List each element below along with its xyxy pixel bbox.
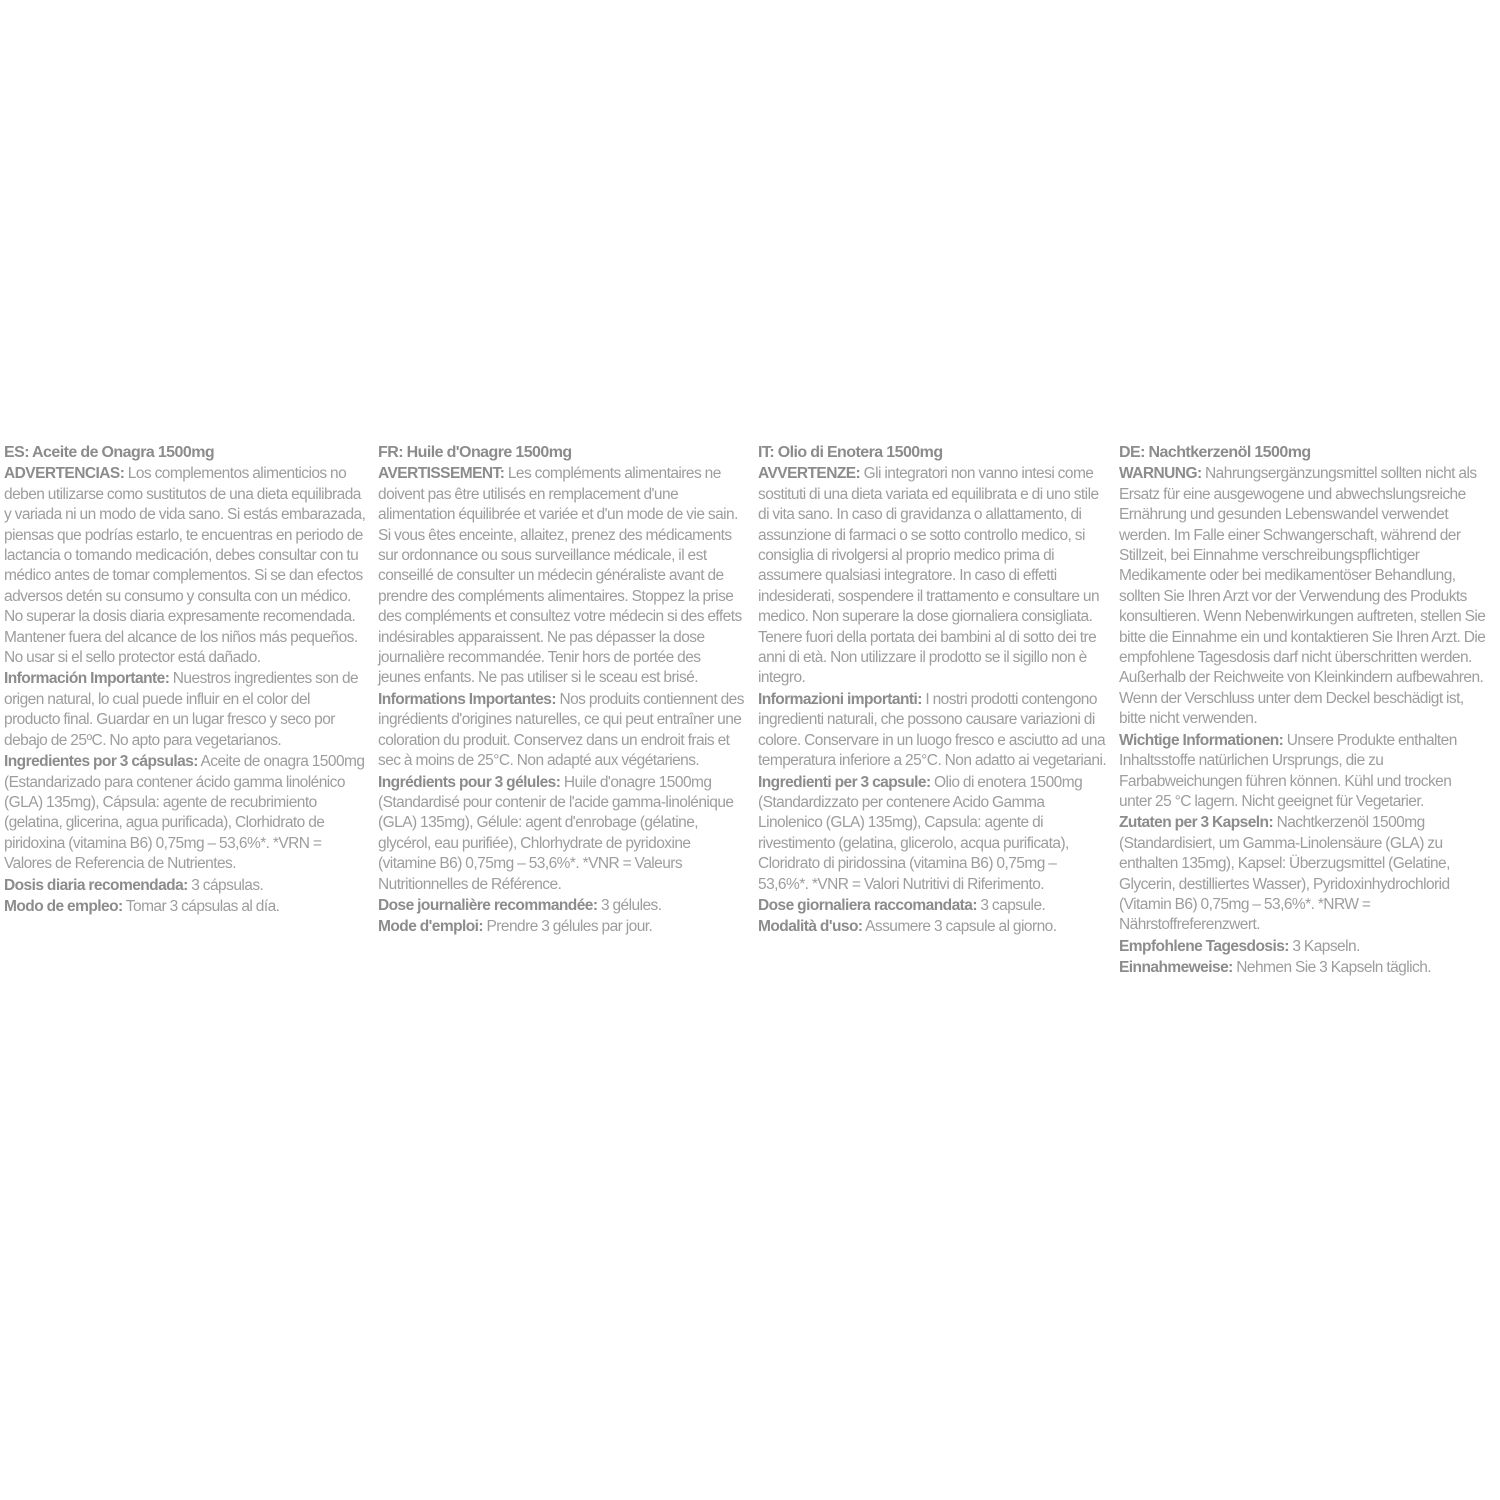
ingredients-section bbox=[378, 773, 746, 895]
warning-text: Les compléments alimentaires ne doivent pas être utilisés en remplacement d'une alimentation équilibrée et variée et d'un mode de vie sain. Si vous êtes enceinte, allaitez, prenez des médicaments sur ordonnance ou sous surveillance médicale, il est conseillé de consulter un médecin généraliste avant de prendre des compléments alimentaires. Stoppez la prise des compléments et consultez votre médecin si des effets indésirables apparaissent. Ne pas dépasser la dose journalière recommandée. Tenir hors de portée des jeunes enfants. Ne pas utiliser si le sceau est brisé. bbox=[378, 465, 742, 687]
usage-text: Tomar 3 cápsulas al día. bbox=[125, 897, 280, 915]
dose-section bbox=[758, 896, 1107, 916]
warning-text: Gli integratori non vanno intesi come sostituti di una dieta variata ed equilibrata e di uno stile di vita sano. In caso di gravidanza o allattamento, di assunzione di farmaci o se sotto controllo medico, si consiglia di rivolgersi al proprio medico prima di assumere qualsiasi integratore. In caso di effetti indesiderati, sospendere il trattamento e consultare un medico. Non superare la dose giornaliera consigliata. Tenere fuori della portata dei bambini al di sotto dei tre anni di età. Non utilizzare il prodotto se il sigillo non è integro. bbox=[758, 465, 1100, 687]
ingredients-text: Nachtkerzenöl 1500mg (Standardisiert, um Gamma-Linolensäure (GLA) zu enthalten 135mg), Kapsel: Überzugsmittel (Gelatine, Glycerin, destilliertes Wasser), Pyridoxinhydrochlorid (Vitamin B6) 0,75mg – 53,6%*. *NRW = Nährstoffreferenzwert. bbox=[1119, 814, 1450, 934]
info-text: Nos produits contiennent des ingrédients d'origines naturelles, ce qui peut entraîner une coloration du produit. Conservez dans un endroit frais et sec à moins de 25°C. Non adapté aux végétariens. bbox=[378, 690, 744, 770]
dose-text: 3 Kapseln. bbox=[1292, 937, 1360, 955]
usage-section bbox=[4, 897, 366, 917]
ingredients-label: Ingrédients pour 3 gélules: bbox=[378, 773, 561, 791]
usage-section bbox=[378, 917, 746, 937]
usage-text: Assumere 3 capsule al giorno. bbox=[865, 918, 1057, 936]
dose-label: Dose giornaliera raccomandata: bbox=[758, 896, 977, 914]
ingredients-text: Aceite de onagra 1500mg (Estandarizado para contener ácido gamma linolénico (GLA) 135mg), Cápsula: agente de recubrimiento (gelatina, glicerina, agua purificada), Clorhidrato de piridoxina (vitamina B6) 0,75mg – 53,6%*. *VRN = Valores de Referencia de Nutrientes. bbox=[4, 753, 365, 873]
dose-section bbox=[1119, 937, 1486, 957]
dose-label: Empfohlene Tagesdosis: bbox=[1119, 937, 1289, 955]
ingredients-label: Zutaten per 3 Kapseln: bbox=[1119, 814, 1274, 832]
info-text: Unsere Produkte enthalten Inhaltsstoffe natürlichen Ursprungs, die zu Farbabweichungen führen können. Kühl und trocken unter 25 °C lagern. Nicht geeignet für Vegetarier. bbox=[1119, 731, 1457, 810]
info-section bbox=[758, 690, 1107, 772]
dose-section bbox=[378, 896, 746, 916]
info-text: Nuestros ingredientes son de origen natural, lo cual puede influir en el color del producto final. Guardar en un lugar fresco y seco por debajo de 25ºC. No apto para vegetarianos. bbox=[4, 670, 359, 749]
info-label: Informations Importantes: bbox=[378, 690, 556, 708]
warning-label: AVVERTENZE: bbox=[758, 465, 861, 483]
warning-text: Los complementos alimenticios no deben utilizarse como sustitutos de una dieta equilibrada y variada ni un modo de vida sano. Si estás embarazada, piensas que podrías estarlo, te encuentras en periodo de lactancia o tomando medicación, debes consultar con tu médico antes de tomar complementos. Si se dan efectos adversos detén su consumo y consulta con un médico. No superar la dosis diaria expresamente recomendada. Mantener fuera del alcance de los niños más pequeños. No usar si el sello protector está dañado. bbox=[4, 465, 366, 667]
column-de bbox=[1119, 443, 1498, 980]
usage-label: Einnahmeweise: bbox=[1119, 959, 1233, 977]
ingredients-section bbox=[1119, 813, 1486, 935]
column-it bbox=[758, 443, 1119, 980]
warning-section bbox=[758, 464, 1107, 688]
info-label: Información Importante: bbox=[4, 670, 170, 688]
dose-text: 3 gélules. bbox=[600, 896, 662, 914]
info-section bbox=[4, 669, 366, 751]
column-es bbox=[4, 443, 378, 980]
ingredients-section bbox=[758, 773, 1107, 895]
dose-section bbox=[4, 876, 366, 896]
usage-text: Prendre 3 gélules par jour. bbox=[486, 918, 653, 936]
column-fr bbox=[378, 443, 758, 980]
usage-section bbox=[1119, 958, 1486, 978]
product-title: DE: Nachtkerzenöl 1500mg bbox=[1119, 444, 1311, 461]
ingredients-label: Ingredienti per 3 capsule: bbox=[758, 773, 931, 791]
label-sheet bbox=[4, 443, 1498, 980]
warning-label: WARNUNG: bbox=[1119, 465, 1202, 483]
product-title: IT: Olio di Enotera 1500mg bbox=[758, 444, 943, 461]
dose-label: Dosis diaria recomendada: bbox=[4, 876, 188, 894]
ingredients-section bbox=[4, 752, 366, 874]
usage-section bbox=[758, 917, 1107, 937]
ingredients-label: Ingredientes por 3 cápsulas: bbox=[4, 753, 198, 771]
warning-section bbox=[1119, 464, 1486, 729]
dose-text: 3 capsule. bbox=[980, 896, 1046, 914]
warning-label: AVERTISSEMENT: bbox=[378, 465, 505, 483]
warning-section bbox=[378, 464, 746, 688]
ingredients-text: Huile d'onagre 1500mg (Standardisé pour contenir de l'acide gamma-linolénique (GLA) 135mg), Gélule: agent d'enrobage (gélatine, glycérol, eau purifiée), Chlorhydrate de pyridoxine (vitamine B6) 0,75mg – 53,6%*. *VNR = Valeurs Nutritionnelles de Référence. bbox=[378, 773, 734, 893]
info-section bbox=[1119, 731, 1486, 813]
info-label: Informazioni importanti: bbox=[758, 690, 922, 708]
usage-label: Mode d'emploi: bbox=[378, 918, 484, 936]
warning-text: Nahrungsergänzungsmittel sollten nicht als Ersatz für eine ausgewogene und abwechslungsreiche Ernährung und gesunden Lebenswandel verwendet werden. Im Falle einer Schwangerschaft, während der Stillzeit, bei Einnahme verschreibungspflichtiger Medikamente oder bei medikamentöser Behandlung, sollten Sie Ihren Arzt vor der Verwendung des Produkts konsultieren. Wenn Nebenwirkungen auftreten, stellen Sie bitte die Einnahme ein und kontaktieren Sie Ihren Arzt. Die empfohlene Tagesdosis darf nicht überschritten werden. Außerhalb der Reichweite von Kleinkindern aufbewahren. Wenn der Verschluss unter dem Deckel beschädigt ist, bitte nicht verwenden. bbox=[1119, 465, 1486, 728]
dose-label: Dose journalière recommandée: bbox=[378, 896, 598, 914]
usage-text: Nehmen Sie 3 Kapseln täglich. bbox=[1236, 959, 1432, 977]
usage-label: Modo de empleo: bbox=[4, 897, 123, 915]
info-label: Wichtige Informationen: bbox=[1119, 731, 1284, 749]
product-title: ES: Aceite de Onagra 1500mg bbox=[4, 444, 215, 461]
info-section bbox=[378, 690, 746, 772]
warning-label: ADVERTENCIAS: bbox=[4, 465, 125, 483]
usage-label: Modalità d'uso: bbox=[758, 918, 863, 936]
dose-text: 3 cápsulas. bbox=[191, 876, 264, 894]
ingredients-text: Olio di enotera 1500mg (Standardizzato per contenere Acido Gamma Linolenico (GLA) 135mg), Capsula: agente di rivestimento (gelatina, glicerolo, acqua purificata), Cloridrato di piridossina (vitamina B6) 0,75mg – 53,6%*. *VNR = Valori Nutritivi di Riferimento. bbox=[758, 773, 1083, 893]
info-text: I nostri prodotti contengono ingredienti naturali, che possono causare variazioni di colore. Conservare in un luogo fresco e asciutto ad una temperatura inferiore a 25°C. Non adatto ai vegetariani. bbox=[758, 690, 1107, 770]
warning-section bbox=[4, 464, 366, 668]
product-title: FR: Huile d'Onagre 1500mg bbox=[378, 444, 572, 461]
